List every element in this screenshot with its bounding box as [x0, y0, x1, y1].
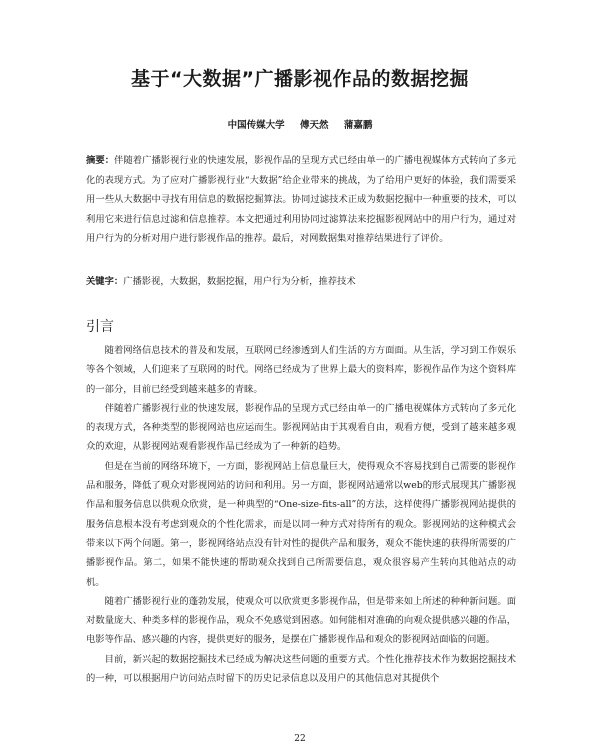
keywords	[86, 272, 516, 292]
abstract-label: 摘要：	[86, 155, 115, 166]
paragraph: 伴随着广播影视行业的快速发展，影视作品的呈现方式已经由单一的广播电视媒体方式转向了多元化的表现方式，各种类型的影视网站也应运而生。影视网站由于其观看自由，观看方便，受到了越来越多观众的欢迎，从影视网站观看影视作品已经成为了一种新的趋势。	[86, 402, 516, 453]
author-name: 蒲嘉鹏	[343, 120, 373, 131]
author-line	[0, 117, 600, 131]
body-text	[86, 341, 516, 688]
paragraph: 随着网络信息技术的普及和发展，互联网已经渗透到人们生活的方方面面。从生活，学习到工作娱乐等各个领域，人们迎来了互联网的时代。网络已经成为了世界上最大的资料库，影视作品作为这个资料库的一部分，目前已经受到越来越多的青睐。	[86, 345, 516, 395]
author-name: 傅天然	[299, 120, 329, 131]
paragraph: 但是在当前的网络环境下，一方面，影视网站上信息量巨大，使得观众不容易找到自己需要的影视作品和服务，降低了观众对影视网站的访问和利用。另一方面，影视网站通常以web的形式展现其广播影视作品和服务信息以供观众欣赏，是一种典型的“One-size-fits-all”的方法，这样使得广播影视网站提供的服务信息根本没有考虑到观众的个性化需求，而是以同一种方式对待所有的观众。影视网站的这种模式会带来以下两个问题。第一，影视网络站点没有针对性的提供产品和服务，观众不能快速的获得所需要的广播影视作品。第二，如果不能快速的帮助观众找到自己所需要信息，观众很容易产生转向其他站点的动机。	[86, 460, 516, 588]
paper-title: 基于“大数据”广播影视作品的数据挖掘	[131, 68, 469, 90]
paragraph: 目前，新兴起的数据挖掘技术已经成为解决这些问题的重要方式。个性化推荐技术作为数据挖掘技术的一种，可以根据用户访问站点时留下的历史记录信息以及用户的其他信息对其提供个	[86, 653, 516, 685]
section-heading: 引言	[86, 319, 114, 335]
abstract-text: 伴随着广播影视行业的快速发展，影视作品的呈现方式已经由单一的广播电视媒体方式转向了多元化的表现方式。为了应对广播影视行业“大数据”给企业带来的挑战，为了给用户更好的体验，我们需要采用一些从大数据中寻找有用信息的数据挖掘算法。协同过滤技术正成为数据挖掘中一种重要的技术，可以利用它来进行信息过滤和信息推荐。本文把通过利用协同过滤算法来挖掘影视网站中的用户行为，通过对用户行为的分析对用户进行影视作品的推荐。最后，对网数据集对推荐结果进行了评价。	[86, 155, 516, 244]
keywords-label: 关键字：	[86, 276, 124, 287]
abstract	[86, 151, 516, 249]
page-number: 22	[294, 734, 306, 744]
author-affiliation: 中国传媒大学	[227, 120, 285, 131]
keywords-text: 广播影视，大数据，数据挖掘，用户行为分析，推荐技术	[123, 276, 356, 287]
paragraph: 随着广播影视行业的蓬勃发展，使观众可以欣赏更多影视作品，但是带来如上所述的种种新问题。面对数量庞大、种类多样的影视作品，观众不免感觉到困惑。如何能相对准确的向观众提供感兴趣的作品，电影等作品、感兴趣的内容，提供更好的服务，是摆在广播影视作品和观众的影视网站面临的问题。	[86, 595, 516, 646]
